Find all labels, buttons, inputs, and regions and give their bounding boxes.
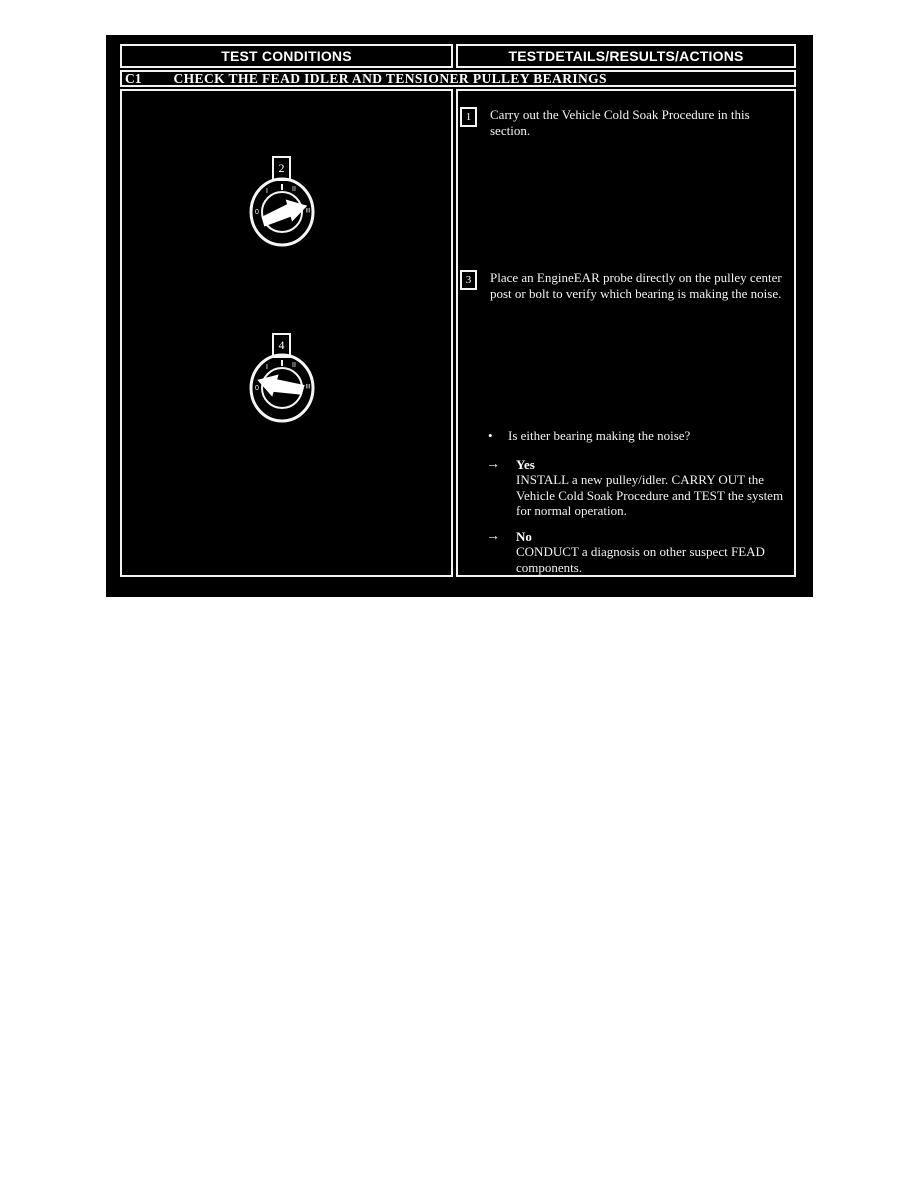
result-yes-action: INSTALL a new pulley/idler. CARRY OUT the Vehicle Cold Soak Procedure and TEST the system for normal operation. xyxy=(516,472,784,518)
ignition-position-II: II xyxy=(292,185,296,193)
ignition-position-III: III xyxy=(305,208,311,215)
test-conditions-cell xyxy=(120,89,453,577)
bullet-icon: • xyxy=(488,428,493,443)
result-no-action: CONDUCT a diagnosis on other suspect FEAD components. xyxy=(516,544,765,575)
ignition-position-0: 0 xyxy=(255,208,259,216)
step-3 xyxy=(460,270,786,301)
ignition-switch-off-icon xyxy=(246,352,318,424)
result-yes-label: Yes xyxy=(516,457,535,472)
step-3-text: Place an EngineEAR probe directly on the pulley center post or bolt to verify which bearing is making the noise. xyxy=(490,270,782,301)
right-arrow-icon: → xyxy=(486,529,500,544)
pinpoint-test-table xyxy=(120,44,796,577)
ignition-position-II: II xyxy=(292,361,296,369)
step-1 xyxy=(460,107,786,138)
test-details-header-label: TESTDETAILS/RESULTS/ACTIONS xyxy=(508,48,744,64)
right-arrow-icon: → xyxy=(486,457,500,472)
figure-step-number-4-label: 4 xyxy=(278,338,285,352)
step-1-number-box xyxy=(460,107,477,127)
ignition-position-III: III xyxy=(305,384,311,391)
step-1-text: Carry out the Vehicle Cold Soak Procedure in this section. xyxy=(490,107,750,138)
step-3-number-box xyxy=(460,270,477,290)
result-no xyxy=(486,529,784,575)
ignition-position-I: I xyxy=(266,363,268,371)
question-row xyxy=(488,428,788,443)
step-3-number: 3 xyxy=(465,274,472,286)
test-details-cell xyxy=(456,89,796,577)
step-1-number: 1 xyxy=(465,111,472,123)
result-no-label: No xyxy=(516,529,532,544)
ignition-position-0: 0 xyxy=(255,384,259,392)
test-step-title-row xyxy=(120,70,796,87)
result-yes xyxy=(486,457,784,519)
test-conditions-header xyxy=(120,44,453,68)
test-details-header xyxy=(456,44,796,68)
ignition-position-I: I xyxy=(266,187,268,195)
test-title: CHECK THE FEAD IDLER AND TENSIONER PULLEY BEARINGS xyxy=(173,70,607,86)
question-text: Is either bearing making the noise? xyxy=(508,428,691,443)
diagnostic-table-plate xyxy=(106,35,813,597)
ignition-switch-start-icon xyxy=(246,176,318,248)
test-id: C1 xyxy=(125,70,142,86)
figure-step-number-2-label: 2 xyxy=(278,161,285,175)
test-conditions-header-label: TEST CONDITIONS xyxy=(221,48,352,64)
